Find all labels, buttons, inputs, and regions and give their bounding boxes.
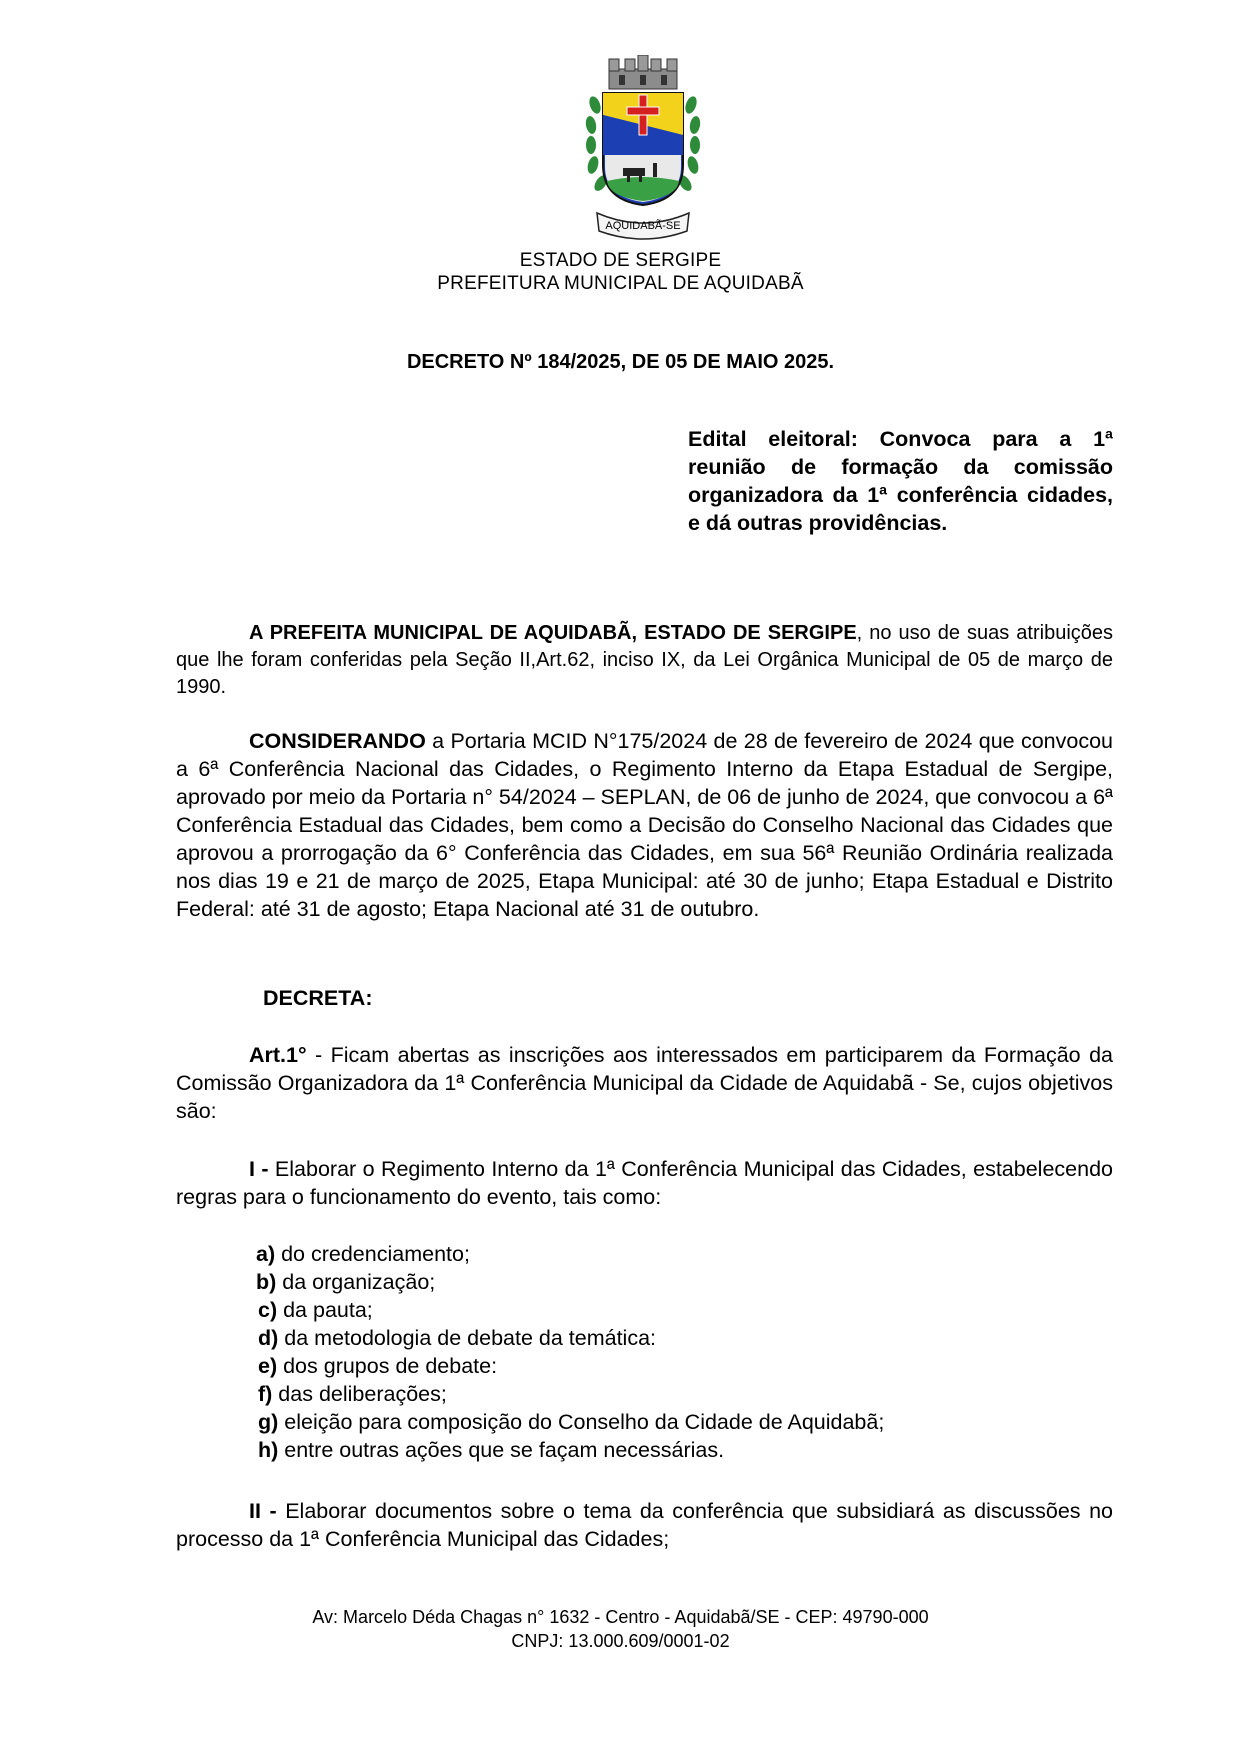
footer-cnpj: CNPJ: 13.000.609/0001-02 bbox=[511, 1631, 730, 1651]
list-item bbox=[258, 1380, 447, 1408]
inciso-2-label: II - bbox=[249, 1499, 277, 1523]
item-text: eleição para composição do Conselho da Cidade de Aquidabã; bbox=[278, 1410, 885, 1434]
inciso-2-text: Elaborar documentos sobre o tema da conferência que subsidiará as discussões no processo da 1ª Conferência Municipal das Cidades; bbox=[176, 1499, 1113, 1551]
item-text: da organização; bbox=[276, 1270, 436, 1294]
decreta-heading: DECRETA: bbox=[263, 986, 373, 1010]
preamble-bold: A PREFEITA MUNICIPAL DE AQUIDABÃ, ESTADO DE SERGIPE bbox=[249, 622, 857, 644]
item-text: da metodologia de debate da temática: bbox=[278, 1326, 657, 1350]
item-letter: d) bbox=[258, 1326, 279, 1350]
article-1-paragraph bbox=[176, 1041, 1113, 1125]
item-letter: g) bbox=[258, 1410, 279, 1434]
list-item bbox=[256, 1240, 470, 1268]
list-item bbox=[258, 1324, 656, 1352]
inciso-1-label: I - bbox=[249, 1157, 269, 1181]
inciso-1-text: Elaborar o Regimento Interno da 1ª Conferência Municipal das Cidades, estabelecendo regras para o funcionamento do evento, tais como: bbox=[176, 1157, 1113, 1209]
list-item bbox=[258, 1352, 497, 1380]
list-item bbox=[258, 1408, 884, 1436]
item-text: das deliberações; bbox=[272, 1382, 447, 1406]
prefecture-header: PREFEITURA MUNICIPAL DE AQUIDABÃ bbox=[437, 273, 804, 294]
item-letter: c) bbox=[258, 1298, 278, 1322]
item-text: da pauta; bbox=[277, 1298, 373, 1322]
state-header: ESTADO DE SERGIPE bbox=[519, 250, 722, 271]
item-letter: e) bbox=[258, 1354, 278, 1378]
list-item bbox=[258, 1436, 724, 1464]
item-letter: a) bbox=[256, 1242, 276, 1266]
preamble-text: , no uso de suas atribuições que lhe foram conferidas pela Seção II,Art.62, inciso IX, da Lei Orgânica Municipal de 05 de março de 1990. bbox=[176, 622, 1114, 698]
preamble-paragraph bbox=[176, 620, 1113, 701]
municipal-coat-of-arms bbox=[583, 55, 703, 245]
considerando-paragraph bbox=[176, 727, 1113, 923]
item-text: dos grupos de debate: bbox=[277, 1354, 498, 1378]
inciso-1-paragraph bbox=[176, 1155, 1113, 1211]
considerando-text: a Portaria MCID N°175/2024 de 28 de fevereiro de 2024 que convocou a 6ª Conferência Nacional das Cidades, o Regimento Interno da Etapa Estadual de Sergipe, aprovado por meio da Portaria n° 54/2024 – SEPLAN, de 06 de junho de 2024, que convocou a 6ª Conferência Estadual das Cidades, bem como a Decisão do Conselho Nacional das Cidades que aprovou a prorrogação da 6° Conferência das Cidades, em sua 56ª Reunião Ordinária realizada nos dias 19 e 21 de março de 2025, Etapa Municipal: até 30 de junho; Etapa Estadual e Distrito Federal: até 31 de agosto; Etapa Nacional até 31 de outubro. bbox=[176, 729, 1113, 921]
item-letter: h) bbox=[258, 1438, 279, 1462]
article-1-label: Art.1° bbox=[249, 1043, 307, 1067]
inciso-2-paragraph bbox=[176, 1497, 1113, 1553]
list-item bbox=[256, 1268, 435, 1296]
item-text: entre outras ações que se façam necessárias. bbox=[278, 1438, 725, 1462]
article-1-text: - Ficam abertas as inscrições aos interessados em participarem da Formação da Comissão Organizadora da 1ª Conferência Municipal da Cidade de Aquidabã - Se, cujos objetivos são: bbox=[176, 1043, 1113, 1123]
svg-text:AQUIDABÃ-SE: AQUIDABÃ-SE bbox=[605, 220, 681, 232]
decree-title: DECRETO Nº 184/2025, DE 05 DE MAIO 2025. bbox=[406, 351, 835, 373]
list-item bbox=[258, 1296, 373, 1324]
item-letter: f) bbox=[258, 1382, 273, 1406]
considerando-bold: CONSIDERANDO bbox=[249, 729, 426, 753]
item-letter: b) bbox=[256, 1270, 277, 1294]
footer-address: Av: Marcelo Déda Chagas n° 1632 - Centro - Aquidabã/SE - CEP: 49790-000 bbox=[312, 1607, 929, 1627]
decree-summary: Edital eleitoral: Convoca para a 1ª reunião de formação da comissão organizadora da 1ª conferência cidades, e dá outras providências. bbox=[688, 427, 1113, 535]
item-text: do credenciamento; bbox=[275, 1242, 470, 1266]
